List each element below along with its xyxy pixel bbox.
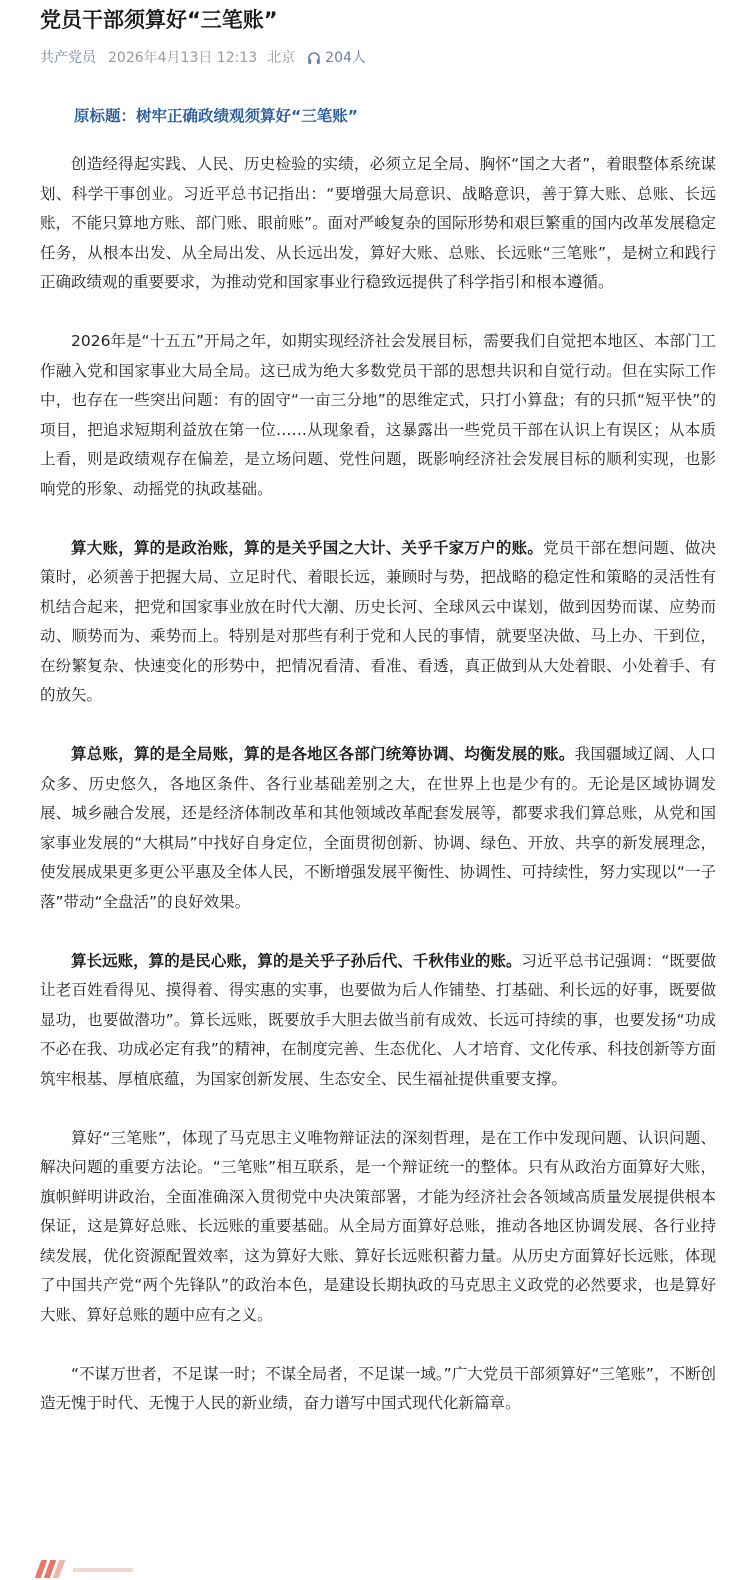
- paragraph: [40, 327, 716, 504]
- paragraph: [40, 947, 716, 1095]
- article-body: [40, 150, 716, 1448]
- divider-line: [73, 1568, 133, 1572]
- paragraph-text: 党员干部在想问题、做决策时，必须善于把握大局、立足时代、着眼长远，兼顾时与势，把战略的稳定性和策略的灵活性有机结合起来，把党和国家事业放在时代大潮、历史长河、全球风云中谋划，做到因势而谋、应势而动、顺势而为、乘势而上。特别是对那些有利于党和人民的事情，就要坚决做、马上办、干到位，在纷繁复杂、快速变化的形势中，把情况看清、看准、看透，真正做到从大处着眼、小处着手、有的放矢。: [40, 538, 716, 704]
- paragraph-text: 算好“三笔账”，体现了马克思主义唯物辩证法的深刻哲理，是在工作中发现问题、认识问题、解决问题的重要方法论。“三笔账”相互联系，是一个辩证统一的整体。只有从政治方面算好大账，旗帜鲜明讲政治，全面准确深入贯彻党中央决策部署，才能为经济社会各领域高质量发展提供根本保证，这是算好总账、长远账的重要基础。从全局方面算好总账，推动各地区协调发展、各行业持续发展，优化资源配置效率，这为算好大账、算好长远账积蓄力量。从历史方面算好长远账，体现了中国共产党“两个先锋队”的政治本色，是建设长期执政的马克思主义政党的必然要求，也是算好大账、算好总账的题中应有之义。: [40, 1128, 716, 1324]
- paragraph: [40, 150, 716, 298]
- article-title: 党员干部须算好“三笔账”: [40, 8, 278, 32]
- paragraph: [40, 1124, 716, 1331]
- listen-count[interactable]: [307, 47, 366, 69]
- listen-count-value: 204人: [325, 50, 366, 66]
- paragraph-text: 习近平总书记强调：“既要做让老百姓看得见、摸得着、得实惠的实事，也要做为后人作铺垫、打基础、利长远的好事，既要做显功，也要做潜功”。算长远账，既要放手大胆去做当前有成效、长远可持续的事，也要发扬“功成不必在我、功成必定有我”的精神，在制度完善、生态优化、人才培育、文化传承、科技创新等方面筑牢根基、厚植底蕴，为国家创新发展、生态安全、民生福祉提供重要支撑。: [40, 951, 716, 1088]
- article-meta: [40, 47, 366, 69]
- paragraph: [40, 740, 716, 917]
- location-label: 北京: [267, 50, 296, 66]
- paragraph-lead: 算总账，算的是全局账，算的是各地区各部门统筹协调、均衡发展的账。: [71, 745, 575, 763]
- paragraph-lead: 算长远账，算的是民心账，算的是关乎子孙后代、千秋伟业的账。: [71, 951, 522, 970]
- original-title: 原标题：树牢正确政绩观须算好“三笔账”: [74, 107, 358, 125]
- paragraph-text: “不谋万世者，不足谋一时；不谋全局者，不足谋一域。”广大党员干部须算好“三笔账”，不断创造无愧于时代、无愧于人民的新业绩，奋力谱写中国式现代化新篇章。: [40, 1364, 716, 1412]
- source-link[interactable]: 共产党员: [40, 50, 96, 66]
- paragraph-text: 我国疆域辽阔、人口众多、历史悠久，各地区条件、各行业基础差别之大，在世界上也是少有的。无论是区域协调发展、城乡融合发展，还是经济体制改革和其他领域改革配套发展等，都要求我们算总账，从党和国家事业发展的“大棋局”中找好自身定位，全面贯彻创新、协调、绿色、开放、共享的新发展理念，使发展成果更多更公平惠及全体人民，不断增强发展平衡性、协调性、可持续性，努力实现以“一子落”带动“全盘活”的良好效果。: [40, 745, 716, 911]
- section-divider-decoration: [38, 1560, 133, 1578]
- paragraph-lead: 算大账，算的是政治账，算的是关乎国之大计、关乎千家万户的账。: [71, 538, 544, 557]
- paragraph-text: 创造经得起实践、人民、历史检验的实绩，必须立足全局、胸怀“国之大者”，着眼整体系统谋划、科学干事创业。习近平总书记指出：“要增强大局意识、战略意识，善于算大账、总账、长远账，不能只算地方账、部门账、眼前账”。面对严峻复杂的国际形势和艰巨繁重的国内改革发展稳定任务，从根本出发、从全局出发、从长远出发，算好大账、总账、长远账“三笔账”，是树立和践行正确政绩观的重要要求，为推动党和国家事业行稳致远提供了科学指引和根本遵循。: [40, 155, 716, 291]
- publish-time: 2026年4月13日 12:13: [108, 50, 258, 66]
- paragraph-text: 2026年是“十五五”开局之年，如期实现经济社会发展目标，需要我们自觉把本地区、本部门工作融入党和国家事业大局全局。这已成为绝大多数党员干部的思想共识和自觉行动。但在实际工作中，也存在一些突出问题：有的固守“一亩三分地”的思维定式，只打小算盘；有的只抓“短平快”的项目，把追求短期利益放在第一位……从现象看，这暴露出一些党员干部在认识上有误区；从本质上看，则是政绩观存在偏差，是立场问题、党性问题，既影响经济社会发展目标的顺利实现，也影响党的形象、动摇党的执政基础。: [40, 332, 716, 498]
- paragraph: [40, 1360, 716, 1419]
- paragraph: [40, 534, 716, 711]
- headphones-icon: [307, 51, 321, 65]
